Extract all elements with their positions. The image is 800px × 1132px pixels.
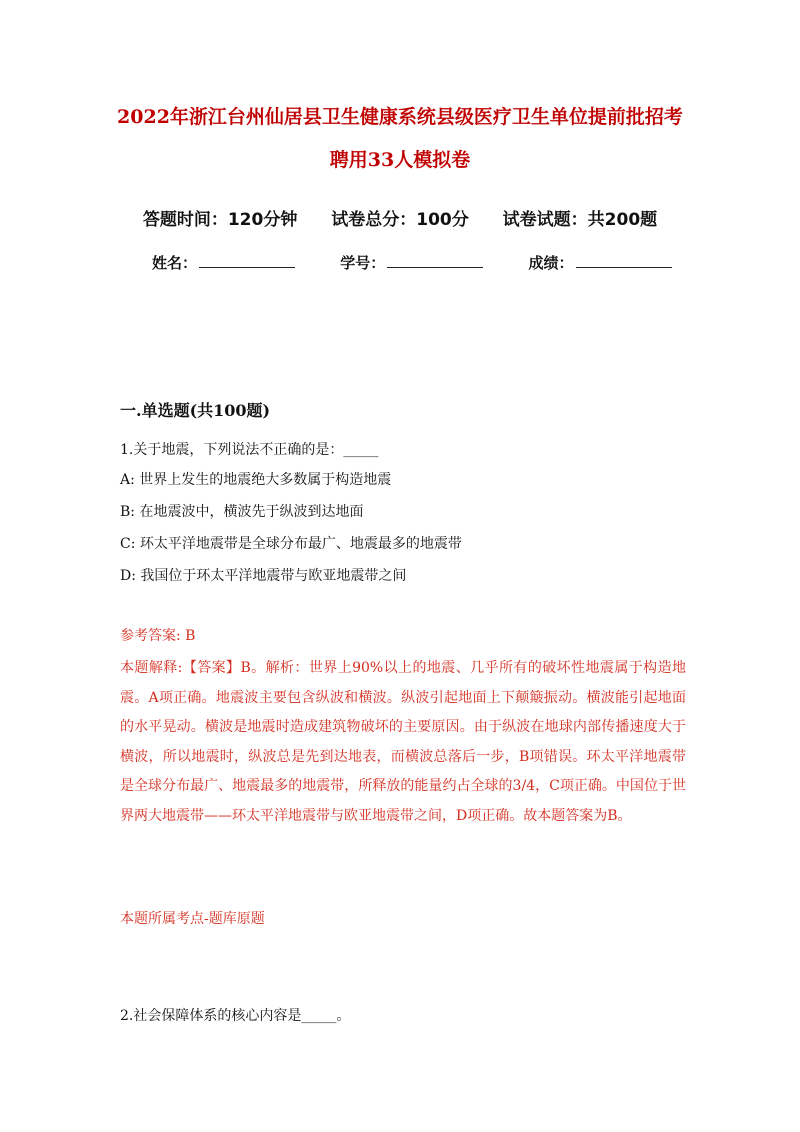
- question-1-option-d: D: 我国位于环太平洋地震带与欧亚地震带之间: [120, 568, 407, 584]
- exam-info-row: [0, 208, 800, 232]
- student-id-field: [340, 252, 483, 274]
- name-field: [152, 252, 295, 274]
- name-label: 姓名：: [152, 254, 198, 272]
- score-blank: [576, 253, 672, 268]
- name-blank: [199, 253, 295, 268]
- document-title-line-1: 2022年浙江台州仙居县卫生健康系统县级医疗卫生单位提前批招考: [117, 106, 683, 128]
- exam-time: 答题时间：120分钟: [142, 210, 298, 230]
- question-1-option-c: C: 环太平洋地震带是全球分布最广、地震最多的地震带: [120, 536, 462, 552]
- score-label: 成绩：: [528, 254, 574, 272]
- document-title-line-2: 聘用33人模拟卷: [329, 149, 471, 171]
- question-1-topic: 本题所属考点-题库原题: [120, 911, 265, 927]
- question-1-explanation: 本题解释:【答案】B。解析：世界上90%以上的地震、几乎所有的破坏性地震属于构造地震。A项正确。地震波主要包含纵波和横波。纵波引起地面上下颠簸振动。横波能引起地面的水平晃动。横波是地震时造成建筑物破坏的主要原因。由于纵波在地球内部传播速度大于横波，所以地震时，纵波总是先到达地表，而横波总落后一步，B项错误。环太平洋地震带是全球分布最广、地震最多的地震带，所释放的能量约占全球的3/4，C项正确。中国位于世界两大地震带——环太平洋地震带与欧亚地震带之间，D项正确。故本题答案为B。: [120, 660, 686, 824]
- section-heading: 一.单选题(共100题): [120, 401, 271, 420]
- question-2-stem: 2.社会保障体系的核心内容是_____。: [120, 1008, 351, 1024]
- question-1-option-b: B: 在地震波中，横波先于纵波到达地面: [120, 504, 364, 520]
- score-field: [529, 252, 672, 274]
- student-id-label: 学号：: [340, 254, 386, 272]
- question-1-answer: 参考答案: B: [120, 628, 196, 644]
- exam-question-count: 试卷试题：共200题: [502, 210, 658, 230]
- exam-total-score: 试卷总分：100分: [331, 210, 469, 230]
- student-info-row: [152, 252, 712, 274]
- student-id-blank: [387, 253, 483, 268]
- question-1-option-a: A: 世界上发生的地震绝大多数属于构造地震: [120, 472, 392, 488]
- question-1-stem: 1.关于地震，下列说法不正确的是：_____: [120, 442, 379, 458]
